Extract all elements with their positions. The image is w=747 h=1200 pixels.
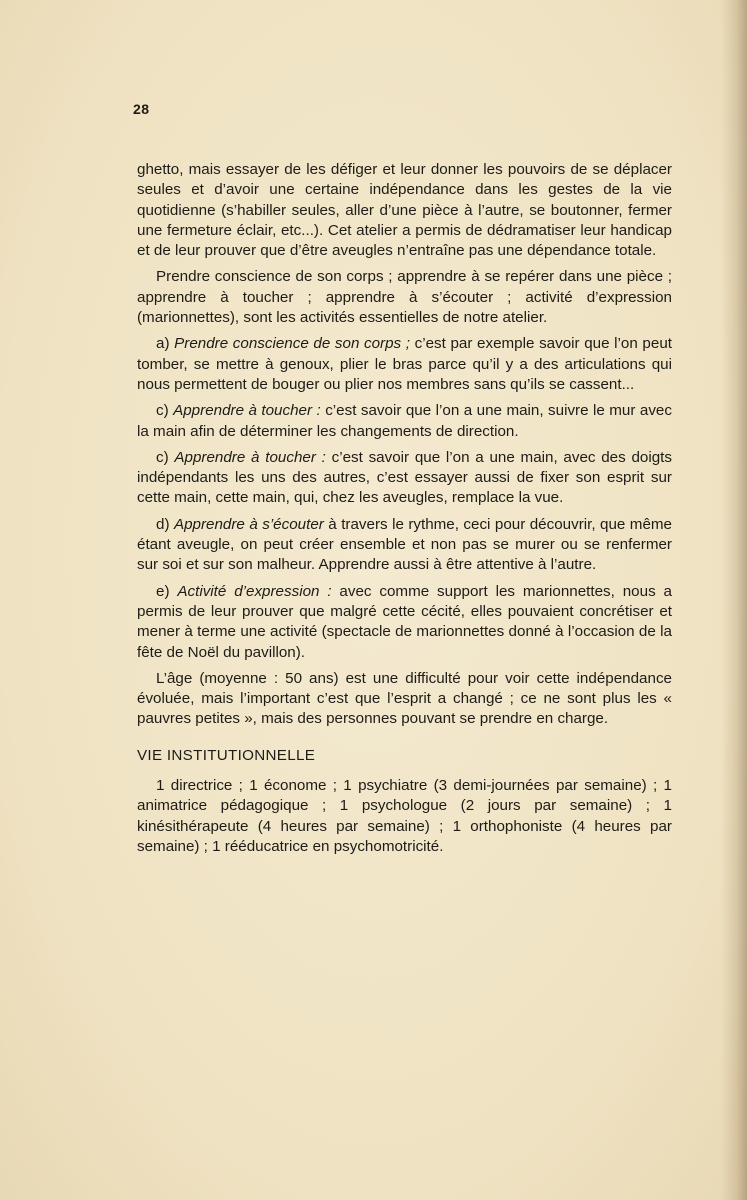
italic-run: Apprendre à toucher : (174, 448, 326, 466)
body-paragraph (137, 401, 672, 442)
body-paragraph (137, 515, 672, 576)
body-paragraph (137, 448, 672, 509)
text-run: L’âge (moyenne : 50 ans) est une difficulté pour voir cette indépendance évoluée, mais l’important c’est que l’esprit a changé ; ce ne sont plus les « pauvres petites », mais des personnes pouvant se prendre en charge. (137, 669, 672, 728)
text-run: avec comme support les marionnettes, nous a permis de leur prouver que malgré cette cécité, elles pouvaient concrétiser et mener à terme une activité (spectacle de marionnettes donné à l’occasion de la fête de Noël du pavillon). (137, 582, 672, 661)
body-paragraph (137, 160, 672, 261)
page-number: 28 (133, 101, 150, 117)
italic-run: Apprendre à toucher : (173, 402, 321, 420)
body-paragraphs (137, 160, 672, 730)
italic-run: Activité d’expression : (177, 582, 332, 600)
body-paragraph (137, 334, 672, 395)
text-run: c) (156, 402, 174, 420)
text-run: c) (156, 448, 175, 466)
body-paragraph (137, 267, 672, 328)
italic-run: Prendre conscience de son corps ; (174, 335, 410, 353)
text-run: d) (156, 515, 174, 533)
body-paragraph (137, 582, 672, 663)
italic-run: Apprendre à s’écouter (173, 515, 324, 533)
text-run: ghetto, mais essayer de les défiger et leur donner les pouvoirs de se déplacer seules et d’avoir une certaine indépendance dans les gestes de la vie quotidienne (s’habiller seules, aller d’une pièce à l’autre, se boutonner, fermer une fermeture éclair, etc...). Cet atelier a permis de dédramatiser leur handicap et de leur prouver que d’être aveugles n’entraîne pas une dépendance totale. (137, 161, 672, 260)
text-run: c’est savoir que l’on a une main, avec des doigts indépendants les uns des autres, c’est essayer aussi de fixer son esprit sur cette main, cette main, qui, chez les aveugles, remplace la vue. (137, 448, 672, 507)
body-paragraph (137, 669, 672, 730)
text-run: a) (156, 335, 175, 353)
page-edge-shadow (721, 0, 747, 1200)
section-heading: VIE INSTITUTIONNELLE (137, 746, 316, 764)
text-run: c’est savoir que l’on a une main, suivre le mur avec la main afin de déterminer les changements de direction. (137, 402, 672, 440)
section-paragraph: 1 directrice ; 1 économe ; 1 psychiatre (3 demi-journées par semaine) ; 1 animatrice pédagogique ; 1 psychologue (2 jours par semaine) ; 1 kinésithérapeute (4 heures par semaine) ; 1 orthophoniste (4 heures par semaine) ; 1 rééducatrice en psychomotricité. (137, 777, 672, 855)
text-run: c’est par exemple savoir que l’on peut tomber, se mettre à genoux, plier le bras parce qu’il y a des articulations qui nous permettent de bouger ou plier nos membres sans qu’ils se cassent... (137, 335, 672, 393)
text-run: à travers le rythme, ceci pour découvrir, que même étant aveugle, on peut créer ensemble et non pas se murer ou se renfermer sur soi et sur son malheur. Apprendre aussi à être attentive à l’autre. (137, 515, 672, 574)
text-run: Prendre conscience de son corps ; apprendre à se repérer dans une pièce ; apprendre à toucher ; apprendre à s’écouter ; activité d’expression (marionnettes), sont les activités essentielles de notre atelier. (137, 268, 672, 327)
text-run: e) (156, 582, 178, 600)
page-body (137, 160, 672, 863)
